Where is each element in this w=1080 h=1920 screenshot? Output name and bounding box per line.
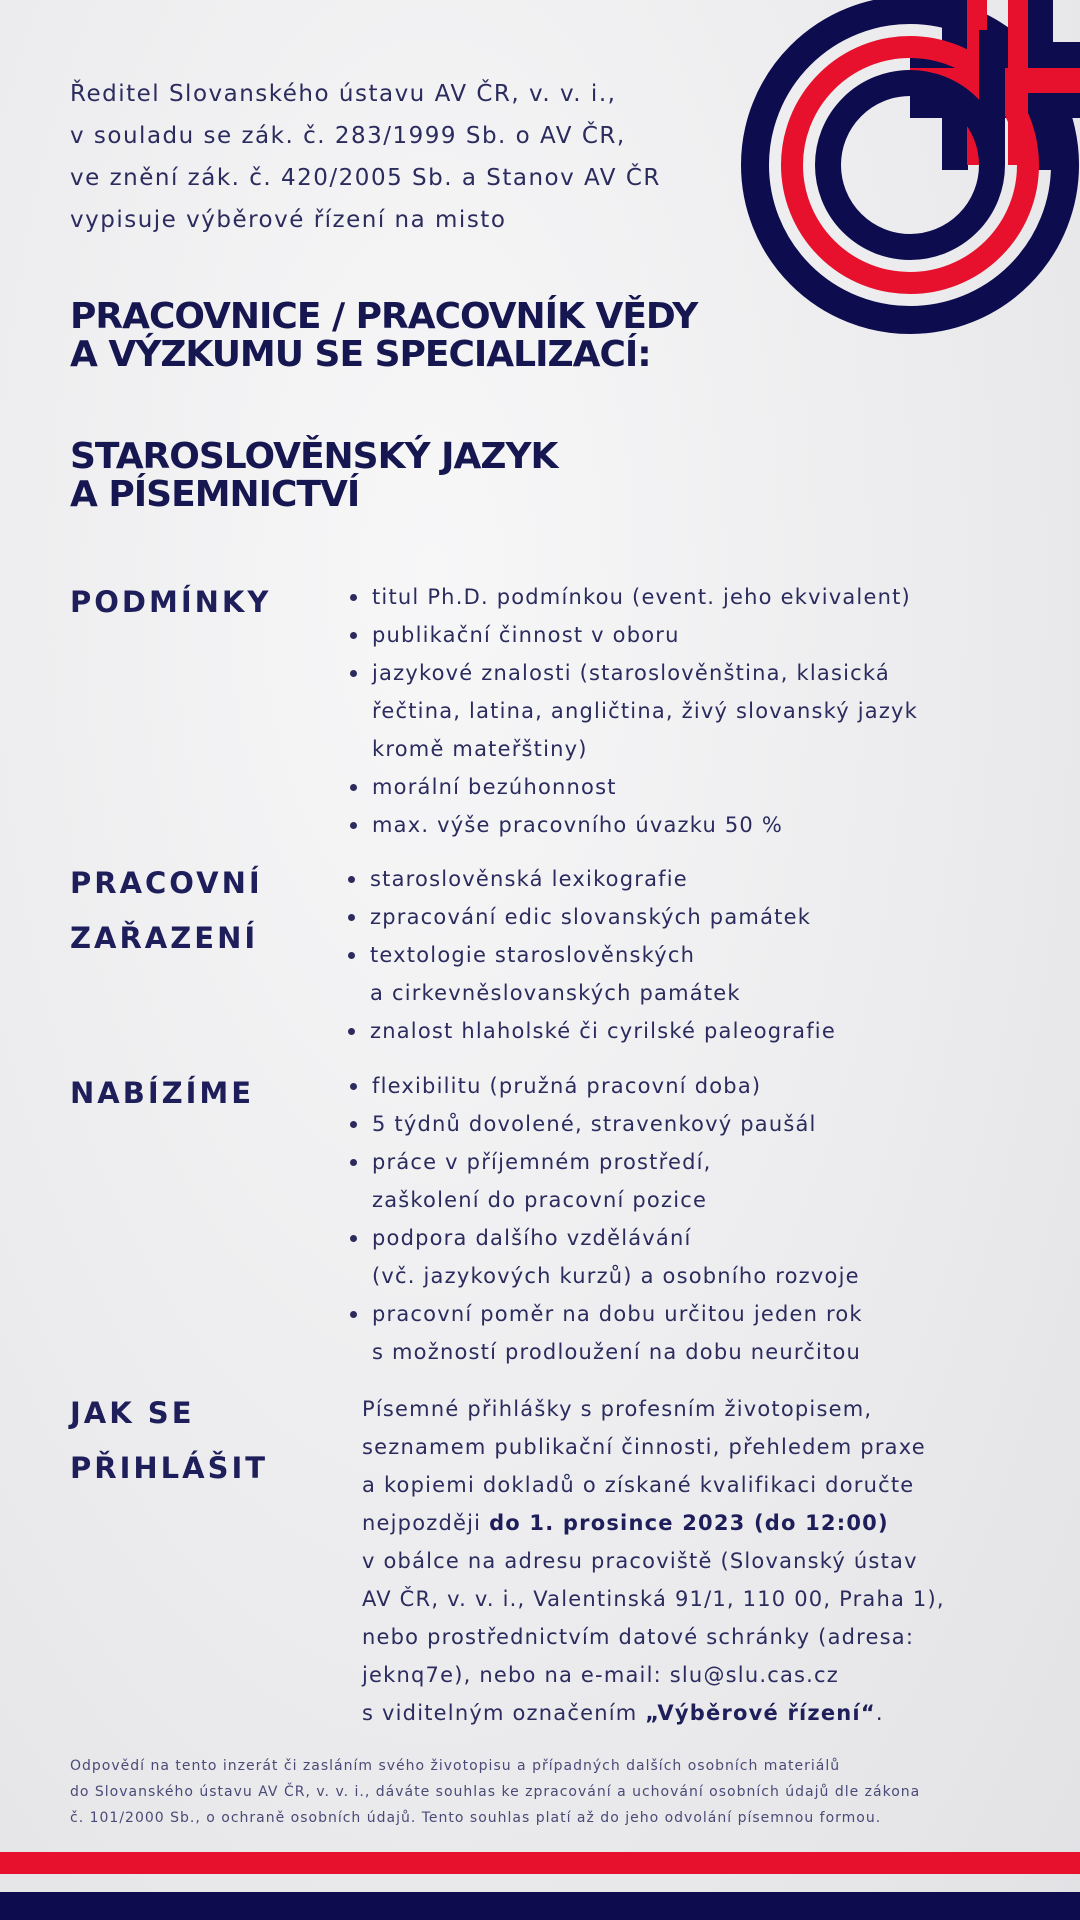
list-item: flexibilitu (pružná pracovní doba) xyxy=(350,1067,863,1105)
section-label-conditions xyxy=(70,575,271,630)
position-title-line: A VÝZKUMU SE SPECIALIZACÍ: xyxy=(70,334,651,375)
list-item: podpora dalšího vzdělávání (vč. jazykových kurzů) a osobního rozvoje xyxy=(350,1219,863,1295)
position-title xyxy=(70,298,697,374)
bottom-navy-stripe xyxy=(0,1892,1080,1920)
list-item: zpracování edic slovanských památek xyxy=(348,898,836,936)
deadline: do 1. prosince 2023 (do 12:00) xyxy=(489,1511,889,1535)
offer-list xyxy=(350,1067,863,1371)
conditions-list xyxy=(350,578,918,844)
apply-line: v obálce na adresu pracoviště (Slovanský ústav xyxy=(362,1549,918,1573)
job-placement-list xyxy=(348,860,836,1050)
specialization-title-line: A PÍSEMNICTVÍ xyxy=(70,474,360,515)
section-label-line: PODMÍNKY xyxy=(70,585,272,619)
list-item: pracovní poměr na dobu určitou jeden rok s možností prodloužení na dobu neurčitou xyxy=(350,1295,863,1371)
section-label-line: NABÍZÍME xyxy=(70,1076,255,1110)
specialization-title xyxy=(70,438,557,514)
specialization-title-line: STAROSLOVĚNSKÝ JAZYK xyxy=(70,436,558,477)
section-label-line: PŘIHLÁŠIT xyxy=(70,1451,269,1485)
intro-line: Ředitel Slovanského ústavu AV ČR, v. v. i., xyxy=(70,81,617,107)
section-label-we-offer xyxy=(70,1066,254,1121)
footnote-line: do Slovanského ústavu AV ČR, v. v. i., dáváte souhlas ke zpracování a uchování osobních údajů dle zákona xyxy=(70,1784,921,1800)
list-item: publikační činnost v oboru xyxy=(350,616,918,654)
apply-line: AV ČR, v. v. i., Valentinská 91/1, 110 00, Praha 1), xyxy=(362,1587,945,1611)
section-label-line: ZAŘAZENÍ xyxy=(70,921,259,955)
intro-line: ve znění zák. č. 420/2005 Sb. a Stanov AV ČR xyxy=(70,165,661,191)
apply-line: s viditelným označením „Výběrové řízení“. xyxy=(362,1701,884,1725)
section-label-job-placement xyxy=(70,856,263,966)
intro-line: vypisuje výběrové řízení na misto xyxy=(70,207,507,233)
list-item: staroslověnská lexikografie xyxy=(348,860,836,898)
apply-line: nejpozději do 1. prosince 2023 (do 12:00) xyxy=(362,1511,889,1535)
section-label-how-to-apply xyxy=(70,1386,268,1496)
apply-line: a kopiemi dokladů o získané kvalifikaci doručte xyxy=(362,1473,915,1497)
section-label-line: JAK SE xyxy=(70,1396,195,1430)
apply-line: jeknq7e), nebo na e-mail: slu@slu.cas.cz xyxy=(362,1663,840,1687)
list-item: práce v příjemném prostředí, zaškolení do pracovní pozice xyxy=(350,1143,863,1219)
position-title-line: PRACOVNICE / PRACOVNÍK VĚDY xyxy=(70,296,698,337)
list-item: titul Ph.D. podmínkou (event. jeho ekvivalent) xyxy=(350,578,918,616)
list-item: jazykové znalosti (staroslověnština, klasická řečtina, latina, angličtina, živý slovanský jazyk kromě mateřštiny) xyxy=(350,654,918,768)
list-item: morální bezúhonnost xyxy=(350,768,918,806)
intro-text xyxy=(70,73,710,241)
section-label-line: PRACOVNÍ xyxy=(70,866,263,900)
apply-line: seznamem publikační činnosti, přehledem praxe xyxy=(362,1435,926,1459)
apply-line: Písemné přihlášky s profesním životopisem, xyxy=(362,1397,873,1421)
bottom-red-stripe xyxy=(0,1852,1080,1874)
list-item: 5 týdnů dovolené, stravenkový paušál xyxy=(350,1105,863,1143)
apply-line: nebo prostřednictvím datové schránky (adresa: xyxy=(362,1625,915,1649)
footnote-line: č. 101/2000 Sb., o ochraně osobních údajů. Tento souhlas platí až do jeho odvolání písemnou formou. xyxy=(70,1810,882,1826)
footnote-line: Odpovědí na tento inzerát či zasláním svého životopisu a případných dalších osobních materiálů xyxy=(70,1758,841,1774)
list-item: max. výše pracovního úvazku 50 % xyxy=(350,806,918,844)
intro-line: v souladu se zák. č. 283/1999 Sb. o AV ČR, xyxy=(70,123,626,149)
institute-logo-icon xyxy=(720,0,1080,360)
list-item: znalost hlaholské či cyrilské paleografie xyxy=(348,1012,836,1050)
envelope-mark: „Výběrové řízení“ xyxy=(645,1701,876,1725)
how-to-apply-text xyxy=(362,1390,1062,1732)
list-item: textologie staroslověnských a cirkevněslovanských památek xyxy=(348,936,836,1012)
gdpr-footnote xyxy=(70,1753,1030,1831)
